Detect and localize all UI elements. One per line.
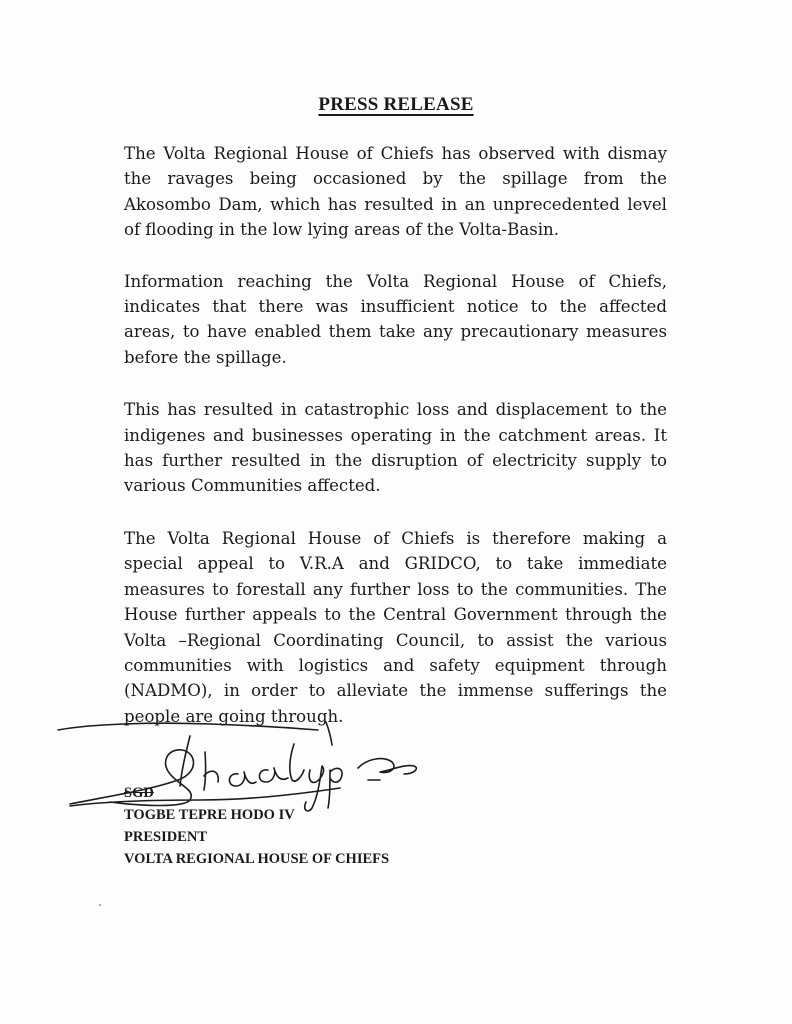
paragraph-3: This has resulted in catastrophic loss and displacement to the indigenes and businesses operating in the catchment areas. It has further resulted in the disruption of electricity supply to various Communities affected. bbox=[124, 400, 667, 496]
title-text: PRESS RELEASE bbox=[318, 94, 474, 115]
paragraph-1: The Volta Regional House of Chiefs has observed with dismay the ravages being occasioned by the spillage from the Akosombo Dam, which has resulted in an unprecedented level of flooding in the low lying areas of the Volta-Basin. bbox=[124, 144, 667, 240]
paragraph-2: Information reaching the Volta Regional House of Chiefs, indicates that there was insufficient notice to the affected areas, to have enabled them take any precautionary measures before the spillage. bbox=[124, 271, 667, 367]
signature-block bbox=[124, 782, 389, 870]
paper-speck bbox=[99, 904, 101, 906]
document-body bbox=[124, 141, 667, 756]
sgd-label: SGD bbox=[124, 785, 154, 801]
signature-flourish bbox=[358, 759, 416, 774]
signatory-organization: VOLTA REGIONAL HOUSE OF CHIEFS bbox=[124, 851, 390, 867]
signatory-position: PRESIDENT bbox=[124, 829, 207, 845]
signature-second-a-stroke bbox=[259, 768, 288, 782]
paragraph-4: The Volta Regional House of Chiefs is therefore making a special appeal to V.R.A and GRIDCO, to take immediate measures to forestall any further loss to the communities. The House further appeals to the Central Government through the Volta –Regional Coordinating Council, to assist the various communities with logistics and safety equipment through (NADMO), in order to alleviate the immense sufferings the people are going through. bbox=[124, 528, 667, 726]
signatory-name: TOGBE TEPRE HODO IV bbox=[124, 807, 295, 823]
press-release-title bbox=[0, 94, 792, 116]
